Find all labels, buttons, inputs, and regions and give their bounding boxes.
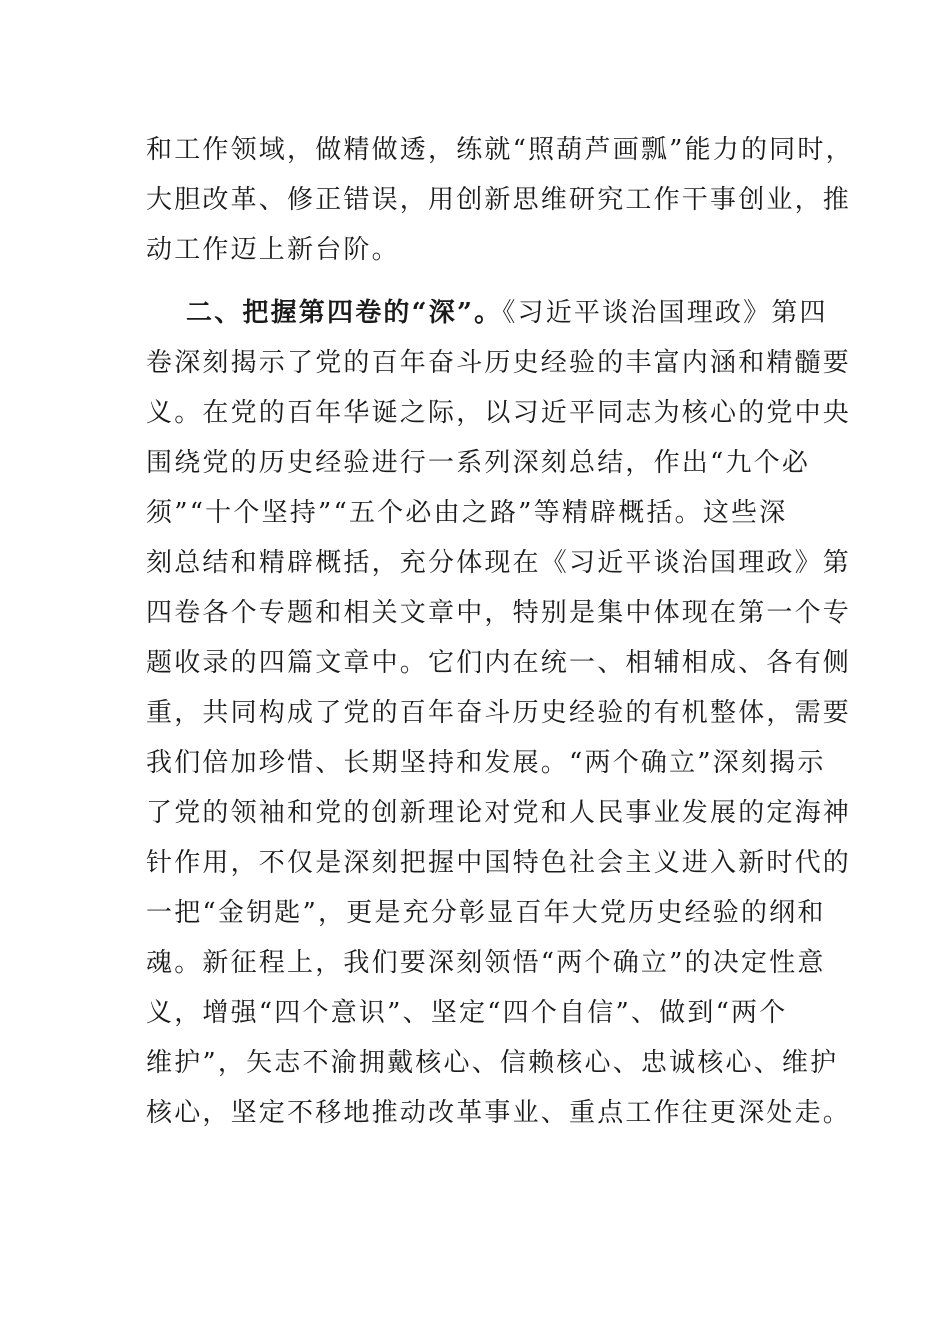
paragraph-line: 须”“十个坚持”“五个必由之路”等精辟概括。这些深	[146, 498, 788, 528]
paragraph-line: 刻总结和精辟概括，充分体现在《习近平谈治国理政》第	[146, 548, 852, 578]
paragraph-line: 重，共同构成了党的百年奋斗历史经验的有机整体，需要	[146, 698, 852, 728]
paragraph-line: 题收录的四篇文章中。它们内在统一、相辅相成、各有侧	[146, 648, 852, 678]
paragraph-line: 魂。新征程上，我们要深刻领悟“两个确立”的决定性意	[146, 948, 826, 978]
paragraph-line: 围绕党的历史经验进行一系列深刻总结，作出“九个必	[146, 448, 811, 478]
paragraph-line: 和工作领域，做精做透，练就“照葫芦画瓢”能力的同时，	[146, 135, 854, 165]
paragraph-line: 我们倍加珍惜、长期坚持和发展。“两个确立”深刻揭示	[146, 748, 826, 778]
paragraph-line: 四卷各个专题和相关文章中，特别是集中体现在第一个专	[146, 598, 852, 628]
paragraph-line: 义。在党的百年华诞之际，以习近平同志为核心的党中央	[146, 398, 852, 428]
paragraph-line: 义，增强“四个意识”、坚定“四个自信”、做到“两个	[146, 998, 788, 1028]
paragraph-line: 动工作迈上新台阶。	[146, 235, 400, 265]
section-heading: 二、把握第四卷的“深”。	[186, 298, 503, 328]
paragraph-first-line	[186, 293, 828, 333]
paragraph-line: 针作用，不仅是深刻把握中国特色社会主义进入新时代的	[146, 848, 852, 878]
paragraph-text: 《习近平谈治国理政》第四	[502, 298, 828, 328]
paragraph-line: 维护”，矢志不渝拥戴核心、信赖核心、忠诚核心、维护	[146, 1048, 839, 1078]
paragraph-line: 了党的领袖和党的创新理论对党和人民事业发展的定海神	[146, 798, 852, 828]
paragraph-line: 核心，坚定不移地推动改革事业、重点工作往更深处走。	[146, 1098, 852, 1128]
paragraph-line: 大胆改革、修正错误，用创新思维研究工作干事创业，推	[146, 185, 852, 215]
paragraph-line: 卷深刻揭示了党的百年奋斗历史经验的丰富内涵和精髓要	[146, 348, 852, 378]
paragraph-line: 一把“金钥匙”，更是充分彰显百年大党历史经验的纲和	[146, 898, 826, 928]
